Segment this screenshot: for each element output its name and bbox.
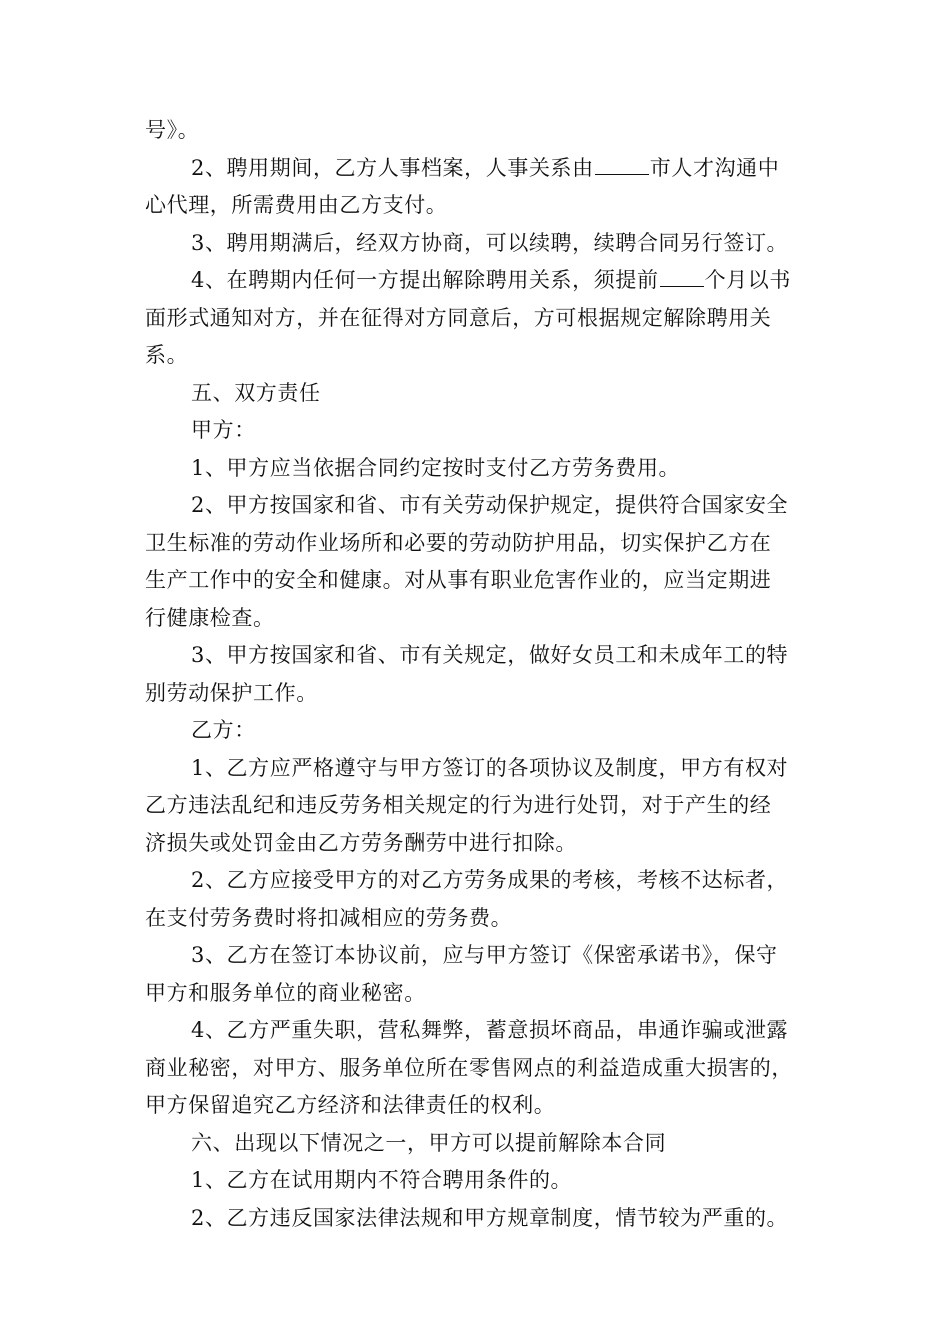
text-line: 系。	[145, 343, 189, 367]
text-span: 市人才沟通中	[649, 155, 780, 180]
section-heading: 五、双方责任	[191, 380, 321, 405]
contract-text	[145, 112, 815, 1237]
text-span: 2、聘用期间，乙方人事档案，人事关系由	[191, 155, 594, 180]
text-line: 1、乙方应严格遵守与甲方签订的各项协议及制度，甲方有权对	[191, 755, 789, 780]
text-line: 1、乙方在试用期内不符合聘用条件的。	[191, 1168, 573, 1192]
blank-underline	[660, 264, 704, 287]
text-line: 2、乙方应接受甲方的对乙方劳务成果的考核，考核不达标者，	[191, 868, 789, 892]
text-line: 2、甲方按国家和省、市有关劳动保护规定，提供符合国家安全	[191, 493, 789, 517]
text-line: 1、甲方应当依据合同约定按时支付乙方劳务费用。	[191, 455, 681, 480]
text-span: 4、在聘期内任何一方提出解除聘用关系，须提前	[191, 268, 659, 292]
blank-underline	[595, 152, 649, 175]
text-line: 号》。	[145, 118, 200, 142]
text-line: 甲方和服务单位的商业秘密。	[145, 980, 426, 1005]
text-line: 行健康检查。	[145, 605, 275, 630]
text-line: 别劳动保护工作。	[145, 680, 318, 705]
clause-line	[145, 150, 815, 188]
text-line: 生产工作中的安全和健康。对从事有职业危害作业的，应当定期进	[145, 568, 772, 592]
text-line: 3、甲方按国家和省、市有关规定，做好女员工和未成年工的特	[191, 643, 789, 667]
text-line: 在支付劳务费时将扣减相应的劳务费。	[145, 905, 513, 930]
party-heading: 乙方：	[191, 718, 256, 742]
text-line: 济损失或处罚金由乙方劳务酬劳中进行扣除。	[145, 830, 577, 855]
text-line: 3、乙方在签订本协议前，应与甲方签订《保密承诺书》，保守	[191, 943, 778, 967]
text-span: 个月以书	[704, 268, 791, 292]
text-line: 乙方违法乱纪和违反劳务相关规定的行为进行处罚，对于产生的经	[145, 793, 772, 817]
text-line: 面形式通知对方，并在征得对方同意后，方可根据规定解除聘用关	[145, 305, 772, 330]
text-line: 3、聘用期满后，经双方协商，可以续聘，续聘合同另行签订。	[191, 230, 789, 255]
text-line: 心代理，所需费用由乙方支付。	[145, 193, 448, 217]
text-line: 2、乙方违反国家法律法规和甲方规章制度，情节较为严重的。	[191, 1205, 789, 1230]
clause-line	[145, 262, 815, 300]
party-heading: 甲方：	[191, 418, 256, 442]
text-line: 4、乙方严重失职，营私舞弊，蓄意损坏商品，串通诈骗或泄露	[191, 1018, 789, 1042]
text-line: 商业秘密，对甲方、服务单位所在零售网点的利益造成重大损害的，	[145, 1055, 793, 1080]
section-heading: 六、出现以下情况之一，甲方可以提前解除本合同	[191, 1130, 667, 1155]
text-line: 甲方保留追究乙方经济和法律责任的权利。	[145, 1093, 556, 1117]
text-line: 卫生标准的劳动作业场所和必要的劳动防护用品，切实保护乙方在	[145, 530, 772, 555]
